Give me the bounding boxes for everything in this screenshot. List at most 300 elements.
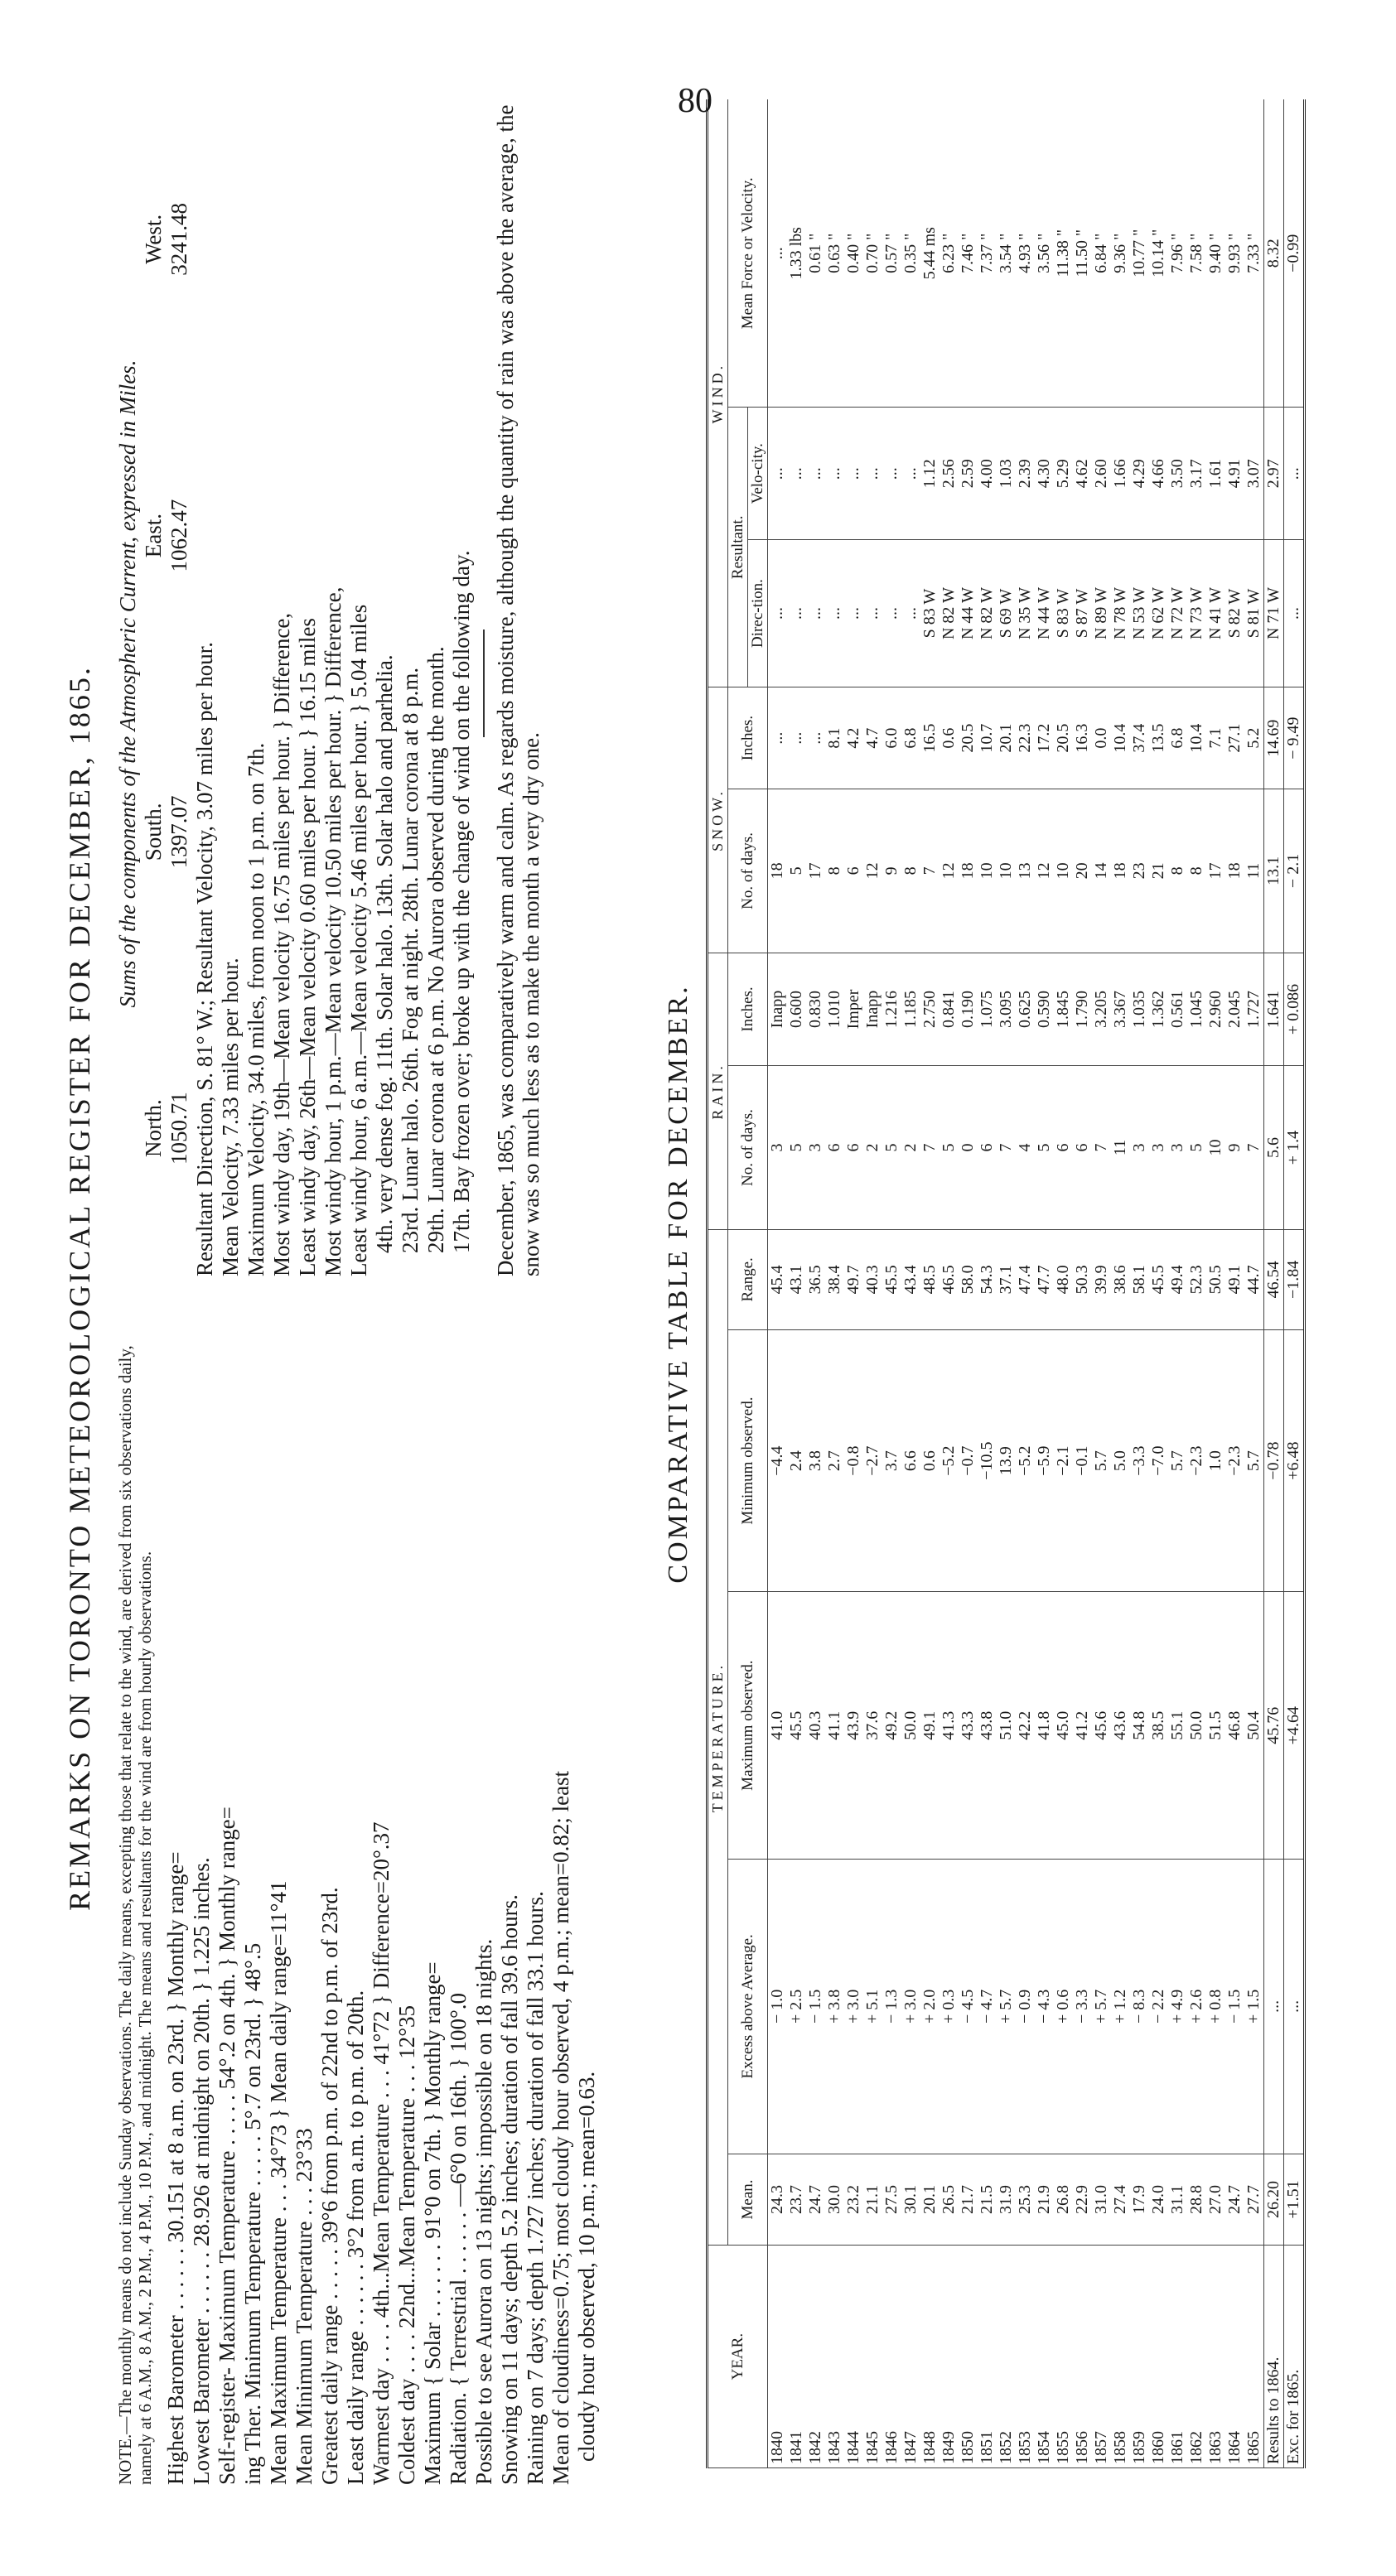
table-cell: ... bbox=[901, 539, 920, 687]
year-cell: 1853 bbox=[1016, 2246, 1035, 2468]
table-cell: 28.8 bbox=[1187, 2154, 1206, 2246]
remarks-title: REMARKS ON TORONTO METEOROLOGICAL REGISTER FOR DECEMBER, 1865. bbox=[63, 665, 96, 1911]
year-cell: 1856 bbox=[1073, 2246, 1092, 2468]
rotated-page-content bbox=[0, 50, 1326, 2518]
table-cell: + 3.0 bbox=[844, 1860, 863, 2154]
remark-line: Radiation. { Terrestrial . . . . . . —6°0 on 16th. } 100°.0 bbox=[446, 1992, 471, 2485]
range-header: Range. bbox=[728, 1229, 768, 1329]
snow-inches-header: Inches. bbox=[728, 687, 768, 789]
table-row bbox=[920, 99, 940, 2468]
table-row bbox=[844, 99, 863, 2468]
table-cell: 0.57 " bbox=[882, 99, 901, 408]
table-cell: 37.6 bbox=[863, 1592, 882, 1860]
divider bbox=[483, 630, 485, 738]
table-cell: 6.8 bbox=[901, 687, 920, 789]
table-cell: 3.205 bbox=[1092, 953, 1111, 1065]
table-row bbox=[1168, 99, 1187, 2468]
table-cell: −2.3 bbox=[1187, 1329, 1206, 1592]
year-cell: 1847 bbox=[901, 2246, 920, 2468]
table-cell: ... bbox=[1284, 539, 1305, 687]
table-cell: S 87 W bbox=[1073, 539, 1092, 687]
table-cell: −4.4 bbox=[768, 1329, 788, 1592]
table-cell: 5.7 bbox=[1244, 1329, 1264, 1592]
table-cell: 2.56 bbox=[940, 408, 959, 539]
table-cell: −0.8 bbox=[844, 1329, 863, 1592]
snow-days-header: No. of days. bbox=[728, 789, 768, 953]
table-cell: 8 bbox=[901, 789, 920, 953]
table-cell: 20.1 bbox=[920, 2154, 940, 2246]
table-cell: 20.1 bbox=[997, 687, 1016, 789]
sums-headers bbox=[141, 91, 167, 1276]
year-cell: 1861 bbox=[1168, 2246, 1187, 2468]
table-cell: 50.0 bbox=[1187, 1592, 1206, 1860]
wind-remark-line: Maximum Velocity, 34.0 miles, from noon to 1 p.m. on 7th. bbox=[244, 742, 268, 1276]
table-cell: 3.07 bbox=[1244, 408, 1264, 539]
table-cell: 30.0 bbox=[825, 2154, 844, 2246]
table-cell: ... bbox=[863, 408, 882, 539]
table-cell: 1.66 bbox=[1111, 408, 1130, 539]
table-cell: + 5.7 bbox=[1092, 1860, 1111, 2154]
table-cell: 58.0 bbox=[959, 1229, 978, 1329]
table-cell: 1.185 bbox=[901, 953, 920, 1065]
table-cell: 48.0 bbox=[1054, 1229, 1073, 1329]
table-cell: N 89 W bbox=[1092, 539, 1111, 687]
mean-header: Mean. bbox=[728, 2154, 768, 2246]
table-cell: S 82 W bbox=[1225, 539, 1244, 687]
table-cell: N 44 W bbox=[1035, 539, 1054, 687]
table-cell: 49.7 bbox=[844, 1229, 863, 1329]
table-cell: 2.39 bbox=[1016, 408, 1035, 539]
table-cell: ... bbox=[806, 539, 825, 687]
table-cell: 0.63 " bbox=[825, 99, 844, 408]
table-cell: 43.1 bbox=[787, 1229, 806, 1329]
table-row bbox=[825, 99, 844, 2468]
remark-line: Least daily range . . . . . . 3°2 from a.m. to p.m. of 20th. bbox=[343, 1990, 368, 2485]
table-cell: 23.7 bbox=[787, 2154, 806, 2246]
table-cell: − 4.7 bbox=[978, 1860, 997, 2154]
year-cell: 1852 bbox=[997, 2246, 1016, 2468]
table-cell: + 2.0 bbox=[920, 1860, 940, 2154]
table-cell: 1.075 bbox=[978, 953, 997, 1065]
sums-header-cell: North. bbox=[141, 1099, 166, 1157]
table-cell: 38.5 bbox=[1149, 1592, 1168, 1860]
table-cell: 27.1 bbox=[1225, 687, 1244, 789]
table-cell: 2 bbox=[863, 1066, 882, 1230]
year-cell: 1840 bbox=[768, 2246, 788, 2468]
table-cell: 10 bbox=[978, 789, 997, 953]
table-cell: 38.4 bbox=[825, 1229, 844, 1329]
table-cell: 20.5 bbox=[959, 687, 978, 789]
sums-value-cell: 1050.71 bbox=[167, 1092, 191, 1165]
table-cell: 5 bbox=[787, 1066, 806, 1230]
table-cell: 8 bbox=[825, 789, 844, 953]
table-cell: 1.790 bbox=[1073, 953, 1092, 1065]
table-cell: 4.7 bbox=[863, 687, 882, 789]
table-cell: 1.845 bbox=[1054, 953, 1073, 1065]
table-cell: 48.5 bbox=[920, 1229, 940, 1329]
table-cell: 3 bbox=[768, 1066, 788, 1230]
table-cell: 13.5 bbox=[1149, 687, 1168, 789]
table-cell: + 5.1 bbox=[863, 1860, 882, 2154]
table-cell: 13.1 bbox=[1264, 789, 1284, 953]
wind-remark-line: Least windy hour, 6 a.m.—Mean velocity 5.46 miles per hour. } 5.04 miles bbox=[346, 604, 371, 1276]
group-header-row bbox=[708, 99, 728, 2468]
table-cell: 4.2 bbox=[844, 687, 863, 789]
rain-days-header: No. of days. bbox=[728, 1066, 768, 1230]
table-cell: N 71 W bbox=[1264, 539, 1284, 687]
table-cell: 18 bbox=[959, 789, 978, 953]
table-cell: 21 bbox=[1149, 789, 1168, 953]
table-cell: −5.2 bbox=[1016, 1329, 1035, 1592]
table-cell: 12 bbox=[940, 789, 959, 953]
table-cell: 0.0 bbox=[1092, 687, 1111, 789]
table-cell: 7 bbox=[1092, 1066, 1111, 1230]
wind-remark-line: Least windy day, 26th—Mean velocity 0.60 miles per hour. } 16.15 miles bbox=[295, 618, 320, 1276]
table-cell: 54.8 bbox=[1130, 1592, 1149, 1860]
table-cell: 5 bbox=[1035, 1066, 1054, 1230]
table-cell: 5.0 bbox=[1111, 1329, 1130, 1592]
table-cell: 2.4 bbox=[787, 1329, 806, 1592]
table-cell: 1.0 bbox=[1206, 1329, 1225, 1592]
table-cell: N 41 W bbox=[1206, 539, 1225, 687]
table-cell: 52.3 bbox=[1187, 1229, 1206, 1329]
table-cell: + 0.3 bbox=[940, 1860, 959, 2154]
sums-title: Sums of the components of the Atmospheric Current, expressed in Miles. bbox=[115, 359, 140, 1008]
year-cell: 1846 bbox=[882, 2246, 901, 2468]
table-cell: 45.6 bbox=[1092, 1592, 1111, 1860]
table-cell: + 1.4 bbox=[1284, 1066, 1305, 1230]
table-cell: 41.2 bbox=[1073, 1592, 1092, 1860]
table-cell: 16.5 bbox=[920, 687, 940, 789]
table-cell: 13 bbox=[1016, 789, 1035, 953]
table-cell: 8.1 bbox=[825, 687, 844, 789]
table-cell: ... bbox=[806, 408, 825, 539]
year-cell: 1857 bbox=[1092, 2246, 1111, 2468]
remark-line: Maximum { Solar . . . . . . . 91°0 on 7th. } Monthly range= bbox=[420, 1961, 445, 2485]
table-cell: +4.64 bbox=[1284, 1592, 1305, 1860]
table-cell: N 73 W bbox=[1187, 539, 1206, 687]
table-cell: ... bbox=[768, 99, 788, 408]
table-cell: 1.035 bbox=[1130, 953, 1149, 1065]
table-cell: 3 bbox=[806, 1066, 825, 1230]
table-cell: 5 bbox=[1187, 1066, 1206, 1230]
table-cell: 11 bbox=[1244, 789, 1264, 953]
table-cell: 45.0 bbox=[1054, 1592, 1073, 1860]
table-cell: 7.37 " bbox=[978, 99, 997, 408]
table-cell: − 4.5 bbox=[959, 1860, 978, 2154]
table-cell: 6 bbox=[825, 1066, 844, 1230]
table-cell: Inapp bbox=[768, 953, 788, 1065]
direction-header: Direc-tion. bbox=[748, 539, 768, 687]
table-cell: 26.20 bbox=[1264, 2154, 1284, 2246]
remark-line: Highest Barometer . . . . . . 30.151 at 8 a.m. on 23rd. } Monthly range= bbox=[163, 1851, 188, 2485]
table-cell: 26.8 bbox=[1054, 2154, 1073, 2246]
year-cell: 1849 bbox=[940, 2246, 959, 2468]
table-cell: − 3.3 bbox=[1073, 1860, 1092, 2154]
table-cell: ... bbox=[825, 539, 844, 687]
table-cell: 45.5 bbox=[882, 1229, 901, 1329]
table-cell: 49.1 bbox=[1225, 1229, 1244, 1329]
table-cell: 18 bbox=[1225, 789, 1244, 953]
table-cell: ... bbox=[844, 539, 863, 687]
table-row bbox=[768, 99, 788, 2468]
table-cell: 0.590 bbox=[1035, 953, 1054, 1065]
table-cell: 9.36 " bbox=[1111, 99, 1130, 408]
table-cell: 6.23 " bbox=[940, 99, 959, 408]
table-cell: 13.9 bbox=[997, 1329, 1016, 1592]
year-cell: 1864 bbox=[1225, 2246, 1244, 2468]
table-cell: 1.010 bbox=[825, 953, 844, 1065]
table-cell: 50.5 bbox=[1206, 1229, 1225, 1329]
sums-value-cell: 1397.07 bbox=[167, 795, 191, 869]
table-cell: 18 bbox=[768, 789, 788, 953]
table-cell: 44.7 bbox=[1244, 1229, 1264, 1329]
table-cell: Inapp bbox=[863, 953, 882, 1065]
table-cell: 3 bbox=[1168, 1066, 1187, 1230]
table-cell: ... bbox=[863, 539, 882, 687]
table-row bbox=[997, 99, 1016, 2468]
table-cell: 46.8 bbox=[1225, 1592, 1244, 1860]
table-cell: 43.6 bbox=[1111, 1592, 1130, 1860]
table-cell: −7.0 bbox=[1149, 1329, 1168, 1592]
table-row bbox=[1244, 99, 1264, 2468]
year-cell: 1845 bbox=[863, 2246, 882, 2468]
table-cell: − 1.5 bbox=[1225, 1860, 1244, 2154]
table-cell: 24.7 bbox=[806, 2154, 825, 2246]
remarks-section bbox=[62, 91, 599, 2485]
year-cell: 1843 bbox=[825, 2246, 844, 2468]
table-cell: ... bbox=[787, 408, 806, 539]
table-cell: 5.7 bbox=[1092, 1329, 1111, 1592]
table-body bbox=[768, 99, 1305, 2468]
table-cell: + 3.8 bbox=[825, 1860, 844, 2154]
table-cell: 2.750 bbox=[920, 953, 940, 1065]
sub-header-row bbox=[728, 99, 748, 2468]
wind-remark-line: Mean Velocity, 7.33 miles per hour. bbox=[218, 958, 243, 1276]
table-cell: 1.03 bbox=[997, 408, 1016, 539]
table-cell: 10 bbox=[1054, 789, 1073, 953]
table-cell: N 53 W bbox=[1130, 539, 1149, 687]
remark-line: Mean Maximum Temperature . . . 34°73 } Mean daily range=11°41 bbox=[266, 1880, 291, 2485]
table-cell: 12 bbox=[863, 789, 882, 953]
table-cell: 2.7 bbox=[825, 1329, 844, 1592]
table-cell: ... bbox=[1284, 1860, 1305, 2154]
results-row bbox=[1264, 99, 1284, 2468]
sums-header-cell: West. bbox=[141, 214, 166, 264]
sums-value-cell: 3241.48 bbox=[167, 203, 191, 276]
table-cell: 10.7 bbox=[978, 687, 997, 789]
table-cell: 5.7 bbox=[1168, 1329, 1187, 1592]
table-cell: 0.35 " bbox=[901, 99, 920, 408]
table-cell: − 1.0 bbox=[768, 1860, 788, 2154]
table-cell: − 8.3 bbox=[1130, 1860, 1149, 2154]
table-cell: 1.362 bbox=[1149, 953, 1168, 1065]
table-cell: 4.66 bbox=[1149, 408, 1168, 539]
sums-value-cell: 1062.47 bbox=[167, 499, 191, 572]
wind-remark-line: 17th. Bay frozen over; broke up with the change of wind on the following day. bbox=[449, 550, 474, 1253]
table-cell: 40.3 bbox=[863, 1229, 882, 1329]
remarks-right-column bbox=[115, 91, 600, 1276]
table-cell: −3.3 bbox=[1130, 1329, 1149, 1592]
table-cell: 45.5 bbox=[1149, 1229, 1168, 1329]
table-cell: 6.0 bbox=[882, 687, 901, 789]
table-cell: 17 bbox=[1206, 789, 1225, 953]
year-cell: 1851 bbox=[978, 2246, 997, 2468]
table-cell: 0.625 bbox=[1016, 953, 1035, 1065]
table-cell: 1.33 lbs bbox=[787, 99, 806, 408]
table-cell: 14.69 bbox=[1264, 687, 1284, 789]
table-cell: −5.9 bbox=[1035, 1329, 1054, 1592]
remarks-left-column bbox=[115, 1300, 600, 2485]
mean-force-header: Mean Force or Velocity. bbox=[728, 99, 768, 408]
rain-header: RAIN. bbox=[708, 953, 728, 1229]
table-cell: 43.9 bbox=[844, 1592, 863, 1860]
table-cell: 5.29 bbox=[1054, 408, 1073, 539]
table-cell: 7 bbox=[920, 789, 940, 953]
table-row bbox=[1016, 99, 1035, 2468]
table-row bbox=[1149, 99, 1168, 2468]
year-cell: 1854 bbox=[1035, 2246, 1054, 2468]
table-row bbox=[1092, 99, 1111, 2468]
table-cell: −2.1 bbox=[1054, 1329, 1073, 1592]
table-cell: 0.61 " bbox=[806, 99, 825, 408]
table-row bbox=[1111, 99, 1130, 2468]
table-cell: 7 bbox=[920, 1066, 940, 1230]
remark-line: Mean of cloudiness=0.75; most cloudy hour observed, 4 p.m.; mean=0.82; least bbox=[548, 1770, 573, 2485]
table-cell: 23 bbox=[1130, 789, 1149, 953]
table-cell: 7 bbox=[997, 1066, 1016, 1230]
table-cell: 27.4 bbox=[1111, 2154, 1130, 2246]
table-cell: 26.5 bbox=[940, 2154, 959, 2246]
table-cell: −0.78 bbox=[1264, 1329, 1284, 1592]
table-cell: 45.4 bbox=[768, 1229, 788, 1329]
year-cell: 1841 bbox=[787, 2246, 806, 2468]
table-cell: 41.3 bbox=[940, 1592, 959, 1860]
table-cell: 1.61 bbox=[1206, 408, 1225, 539]
sums-header-cell: South. bbox=[141, 803, 166, 861]
remark-line: Snowing on 11 days; depth 5.2 inches; duration of fall 39.6 hours. bbox=[497, 1894, 522, 2485]
table-cell: N 62 W bbox=[1149, 539, 1168, 687]
table-cell: ... bbox=[787, 687, 806, 789]
remark-line: cloudy hour observed, 10 p.m.; mean=0.63. bbox=[574, 2071, 599, 2462]
table-cell: − 2.2 bbox=[1149, 1860, 1168, 2154]
year-cell: 1850 bbox=[959, 2246, 978, 2468]
table-row bbox=[1187, 99, 1206, 2468]
table-cell: 41.0 bbox=[768, 1592, 788, 1860]
table-cell: 43.8 bbox=[978, 1592, 997, 1860]
table-cell: − 1.3 bbox=[882, 1860, 901, 2154]
table-row bbox=[959, 99, 978, 2468]
wind-remark-line: Most windy hour, 1 p.m.—Mean velocity 10.50 miles per hour. } Difference, bbox=[321, 586, 345, 1276]
table-cell: ... bbox=[768, 687, 788, 789]
table-cell: 3.56 " bbox=[1035, 99, 1054, 408]
table-cell: 0.600 bbox=[787, 953, 806, 1065]
table-cell: ... bbox=[1264, 1860, 1284, 2154]
table-cell: 11.50 " bbox=[1073, 99, 1092, 408]
table-cell: 51.0 bbox=[997, 1592, 1016, 1860]
year-cell: 1862 bbox=[1187, 2246, 1206, 2468]
table-cell: + 0.6 bbox=[1054, 1860, 1073, 2154]
table-cell: S 83 W bbox=[920, 539, 940, 687]
table-cell: 5.2 bbox=[1244, 687, 1264, 789]
table-cell: − 2.1 bbox=[1284, 789, 1305, 953]
table-cell: 4.30 bbox=[1035, 408, 1054, 539]
table-cell: 2 bbox=[901, 1066, 920, 1230]
temperature-header: TEMPERATURE. bbox=[708, 1229, 728, 2245]
note-paragraph: NOTE.—The monthly means do not include Sunday observations. The daily means, excepting those that relate to the wind, are derived from six observations daily, namely at 6 A.M., 8 A.M., 2 P.M., 4 P.M., 10 P.M., and midnight. The means and resultants for the wind are from hourly observations. bbox=[115, 1345, 155, 2485]
table-cell: 4.29 bbox=[1130, 408, 1149, 539]
table-cell: 25.3 bbox=[1016, 2154, 1035, 2246]
table-row bbox=[1225, 99, 1244, 2468]
remark-line: Greatest daily range . . . . . 39°6 from p.m. of 22nd to p.m. of 23rd. bbox=[317, 1887, 342, 2485]
table-cell: + 0.8 bbox=[1206, 1860, 1225, 2154]
table-cell: S 81 W bbox=[1244, 539, 1264, 687]
table-cell: 4.91 bbox=[1225, 408, 1244, 539]
table-cell: 50.0 bbox=[901, 1592, 920, 1860]
year-cell: 1842 bbox=[806, 2246, 825, 2468]
table-cell: 31.0 bbox=[1092, 2154, 1111, 2246]
wind-remark-line: Resultant Direction, S. 81° W.; Resultant Velocity, 3.07 miles per hour. bbox=[192, 642, 217, 1276]
table-cell: 7.46 " bbox=[959, 99, 978, 408]
table-cell: ... bbox=[825, 408, 844, 539]
table-cell: 7.96 " bbox=[1168, 99, 1187, 408]
table-cell: 21.9 bbox=[1035, 2154, 1054, 2246]
table-cell: 0 bbox=[959, 1066, 978, 1230]
table-cell: ... bbox=[787, 539, 806, 687]
table-row bbox=[806, 99, 825, 2468]
table-cell: −0.7 bbox=[959, 1329, 978, 1592]
table-cell: −0.1 bbox=[1073, 1329, 1092, 1592]
table-cell: 54.3 bbox=[978, 1229, 997, 1329]
table-cell: 9 bbox=[1225, 1066, 1244, 1230]
sums-header-cell: East. bbox=[141, 514, 166, 558]
year-cell: 1859 bbox=[1130, 2246, 1149, 2468]
table-cell: 43.4 bbox=[901, 1229, 920, 1329]
min-header: Minimum observed. bbox=[728, 1329, 768, 1592]
table-cell: N 72 W bbox=[1168, 539, 1187, 687]
table-cell: − 1.5 bbox=[806, 1860, 825, 2154]
table-cell: 49.1 bbox=[920, 1592, 940, 1860]
table-cell: 43.3 bbox=[959, 1592, 978, 1860]
table-cell: 21.5 bbox=[978, 2154, 997, 2246]
table-row bbox=[1130, 99, 1149, 2468]
table-cell: 2.045 bbox=[1225, 953, 1244, 1065]
table-cell: 51.5 bbox=[1206, 1592, 1225, 1860]
remark-line: Possible to see Aurora on 13 nights; impossible on 18 nights. bbox=[471, 1938, 496, 2485]
table-cell: − 0.9 bbox=[1016, 1860, 1035, 2154]
table-cell: 12 bbox=[1035, 789, 1054, 953]
table-cell: + 0.086 bbox=[1284, 953, 1305, 1065]
excess-header: Excess above Average. bbox=[728, 1860, 768, 2154]
table-cell: 41.1 bbox=[825, 1592, 844, 1860]
table-cell: 4 bbox=[1016, 1066, 1035, 1230]
table-cell: 7.58 " bbox=[1187, 99, 1206, 408]
monthly-summary: December, 1865, was comparatively warm and calm. As regards moisture, although the quantity of rain was above the average, the snow was so much less as to make the month a very dry one. bbox=[493, 104, 543, 1276]
table-title: COMPARATIVE TABLE FOR DECEMBER. bbox=[663, 984, 693, 1584]
table-cell: −10.5 bbox=[978, 1329, 997, 1592]
year-header: YEAR. bbox=[708, 2246, 768, 2468]
table-cell: 3.8 bbox=[806, 1329, 825, 1592]
remark-line: Raining on 7 days; depth 1.727 inches; duration of fall 33.1 hours. bbox=[523, 1891, 548, 2485]
table-cell: 10.77 " bbox=[1130, 99, 1149, 408]
table-cell: −2.3 bbox=[1225, 1329, 1244, 1592]
table-cell: 8.32 bbox=[1264, 99, 1284, 408]
table-cell: 6 bbox=[978, 1066, 997, 1230]
table-cell: 9.93 " bbox=[1225, 99, 1244, 408]
year-cell: 1848 bbox=[920, 2246, 940, 2468]
excess-row bbox=[1284, 99, 1305, 2468]
table-cell: 47.4 bbox=[1016, 1229, 1035, 1329]
